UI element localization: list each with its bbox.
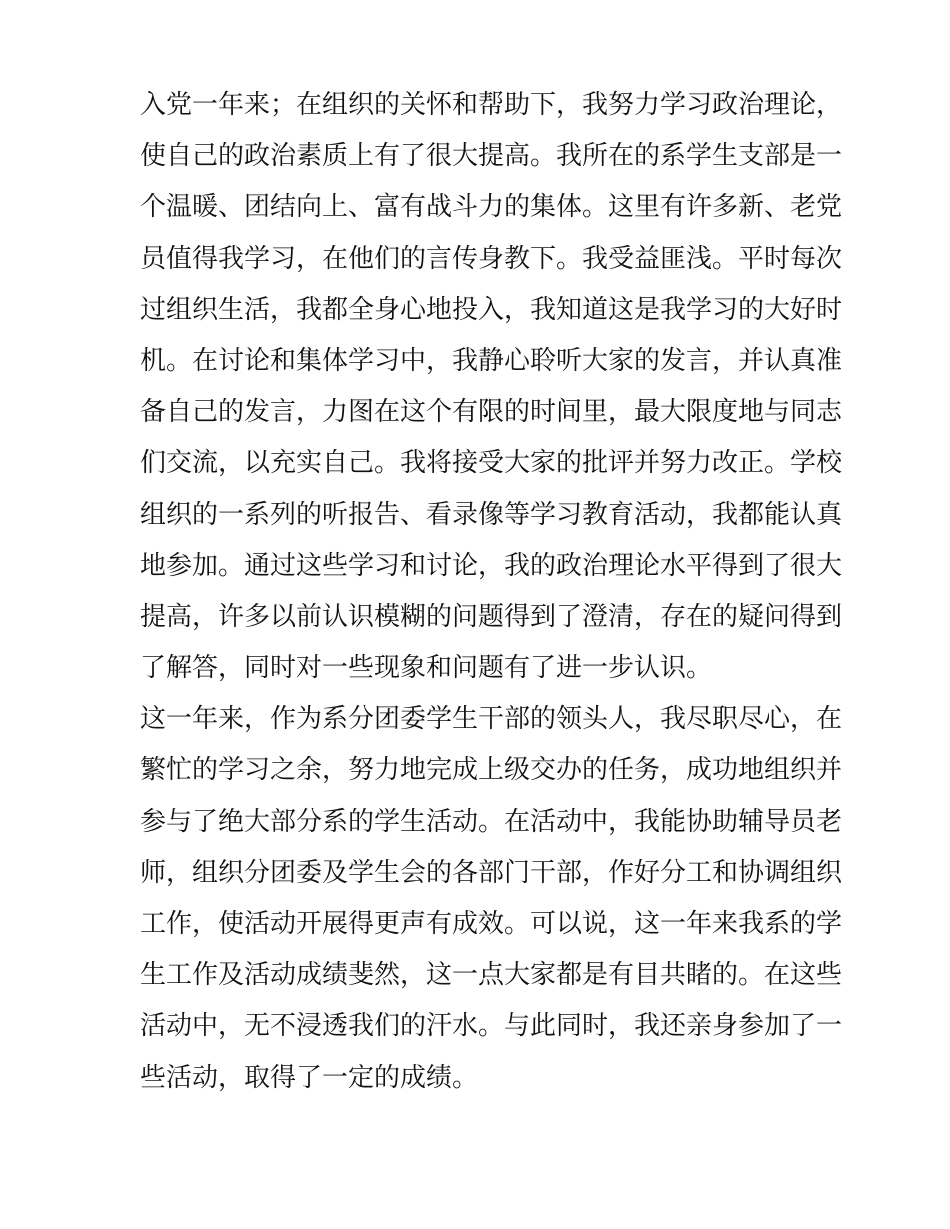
text-line: 了解答，同时对一些现象和问题有了进一步认识。 (140, 653, 713, 684)
text-line: 工作，使活动开展得更声有成效。可以说，这一年来我系的学 (140, 909, 843, 939)
text-line: 活动中，无不浸透我们的汗水。与此同时，我还亲身参加了一 (140, 1011, 843, 1042)
text-line: 地参加。通过这些学习和讨论，我的政治理论水平得到了很大 (140, 550, 843, 581)
text-line: 备自己的发言，力图在这个有限的时间里，最大限度地与同志 (140, 397, 843, 428)
text-line: 员值得我学习，在他们的言传身教下。我受益匪浅。平时每次 (140, 243, 843, 274)
text-line: 过组织生活，我都全身心地投入，我知道这是我学习的大好时 (140, 294, 843, 325)
text-line: 师，组织分团委及学生会的各部门干部，作好分工和协调组织 (140, 857, 843, 888)
text-line: 这一年来，作为系分团委学生干部的领头人，我尽职尽心，在 (140, 704, 843, 735)
text-line: 提高，许多以前认识模糊的问题得到了澄清，存在的疑问得到 (140, 601, 843, 632)
text-line: 入党一年来；在组织的关怀和帮助下，我努力学习政治理论， (140, 90, 843, 120)
text-line: 组织的一系列的听报告、看录像等学习教育活动，我都能认真 (140, 499, 843, 530)
text-line: 生工作及活动成绩斐然，这一点大家都是有目共睹的。在这些 (140, 960, 843, 991)
text-line: 机。在讨论和集体学习中，我静心聆听大家的发言，并认真准 (140, 345, 843, 376)
text-line: 个温暖、团结向上、富有战斗力的集体。这里有许多新、老党 (140, 192, 843, 223)
body-text (140, 80, 843, 1104)
text-line: 些活动，取得了一定的成绩。 (140, 1062, 479, 1093)
text-line: 们交流，以充实自己。我将接受大家的批评并努力改正。学校 (140, 448, 843, 479)
text-line: 繁忙的学习之余，努力地完成上级交办的任务，成功地组织并 (140, 755, 843, 786)
text-line: 参与了绝大部分系的学生活动。在活动中，我能协助辅导员老 (140, 806, 843, 837)
text-line: 使自己的政治素质上有了很大提高。我所在的系学生支部是一 (140, 141, 843, 172)
